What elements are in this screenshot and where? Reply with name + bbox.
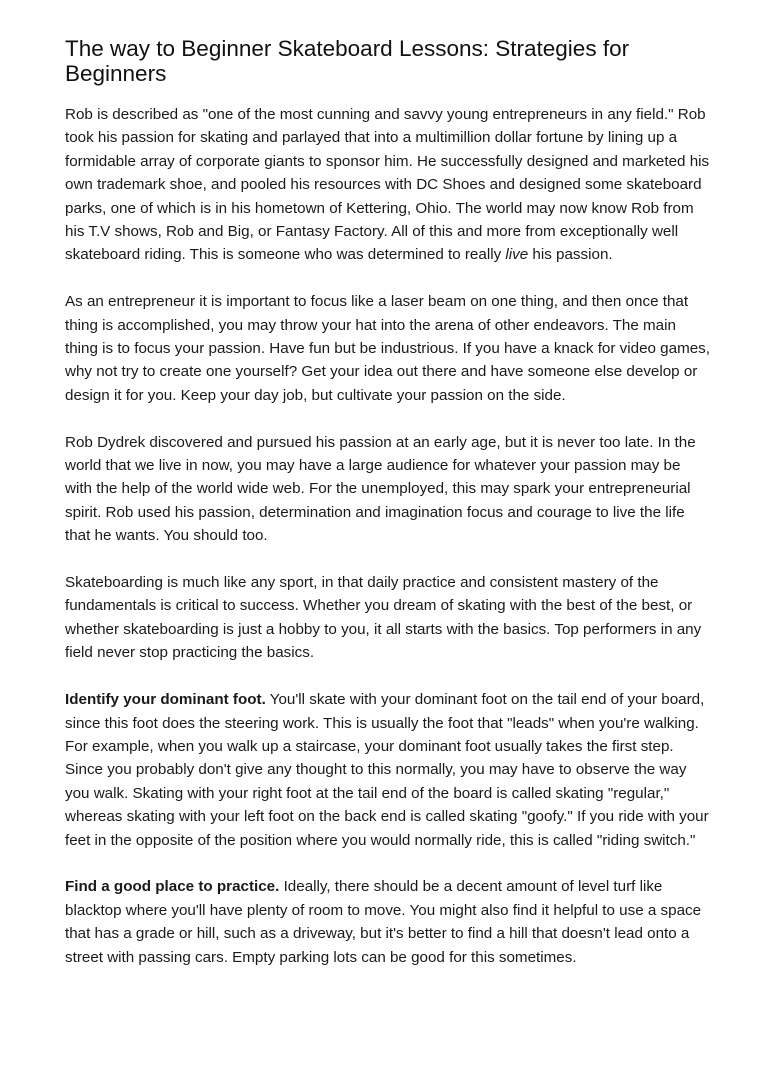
paragraph-intro bbox=[65, 103, 710, 267]
heading-practice-place: Find a good place to practice. bbox=[65, 878, 280, 896]
heading-dominant-foot: Identify your dominant foot. bbox=[65, 691, 266, 709]
paragraph-intro-text: Rob is described as "one of the most cunning and savvy young entrepreneurs in any field." Rob took his passion for skating and parlayed that into a multimillion dollar fortune by lining up a formidable array of corporate giants to sponsor him. He successfully designed and marketed his own trademark shoe, and pooled his resources with DC Shoes and designed some skateboard parks, one of which is in his hometown of Kettering, Ohio. The world may now know Rob from his T.V shows, Rob and Big, or Fantasy Factory. All of this and more from exceptionally well skateboard riding. This is someone who was determined to really bbox=[65, 106, 710, 264]
emphasis-live: live bbox=[505, 246, 529, 264]
paragraph-skateboarding-basics: Skateboarding is much like any sport, in that daily practice and consistent mastery of the fundamentals is critical to success. Whether you dream of skating with the best of the best, or whether skateboarding is just a hobby to you, it all starts with the basics. Top performers in any field never stop practicing the basics. bbox=[65, 574, 702, 662]
practice-place-text: Ideally, there should be a decent amount of level turf like blacktop where you'll have plenty of room to move. You might also find it helpful to use a space that has a grade or hill, such as a driveway, but it's better to find a hill that doesn't lead onto a street with passing cars. Empty parking lots can be good for this sometimes. bbox=[65, 878, 702, 966]
paragraph-entrepreneur: As an entrepreneur it is important to focus like a laser beam on one thing, and then once that thing is accomplished, you may throw your hat into the arena of other endeavors. The main thing is to focus your passion. Have fun but be industrious. If you have a knack for video games, why not try to create one yourself? Get your idea out there and have someone else develop or design it for you. Keep your day job, but cultivate your passion on the side. bbox=[65, 293, 710, 404]
paragraph-rob-dydrek: Rob Dydrek discovered and pursued his passion at an early age, but it is never too late. In the world that we live in now, you may have a large audience for whatever your passion may be with the help of the world wide web. For the unemployed, this may spark your entrepreneurial spirit. Rob used his passion, determination and imagination focus and courage to live the life that he wants. You should too. bbox=[65, 433, 696, 545]
paragraph-dominant-foot bbox=[65, 688, 710, 852]
document-page bbox=[65, 36, 710, 992]
page-title: The way to Beginner Skateboard Lessons: Strategies for Beginners bbox=[65, 36, 630, 86]
paragraph-intro-end: his passion. bbox=[528, 246, 613, 264]
paragraph-practice-place bbox=[65, 875, 710, 969]
dominant-foot-text: You'll skate with your dominant foot on the tail end of your board, since this foot does the steering work. This is usually the foot that "leads" when you're walking. For example, when you walk up a staircase, your dominant foot usually takes the first step. Since you probably don't give any thought to this normally, you may have to observe the way you walk. Skating with your right foot at the tail end of the board is called skating "regular," whereas skating with your left foot on the back end is called skating "goofy." If you ride with your feet in the opposite of the position where you would normally ride, this is called "riding switch." bbox=[65, 691, 709, 849]
